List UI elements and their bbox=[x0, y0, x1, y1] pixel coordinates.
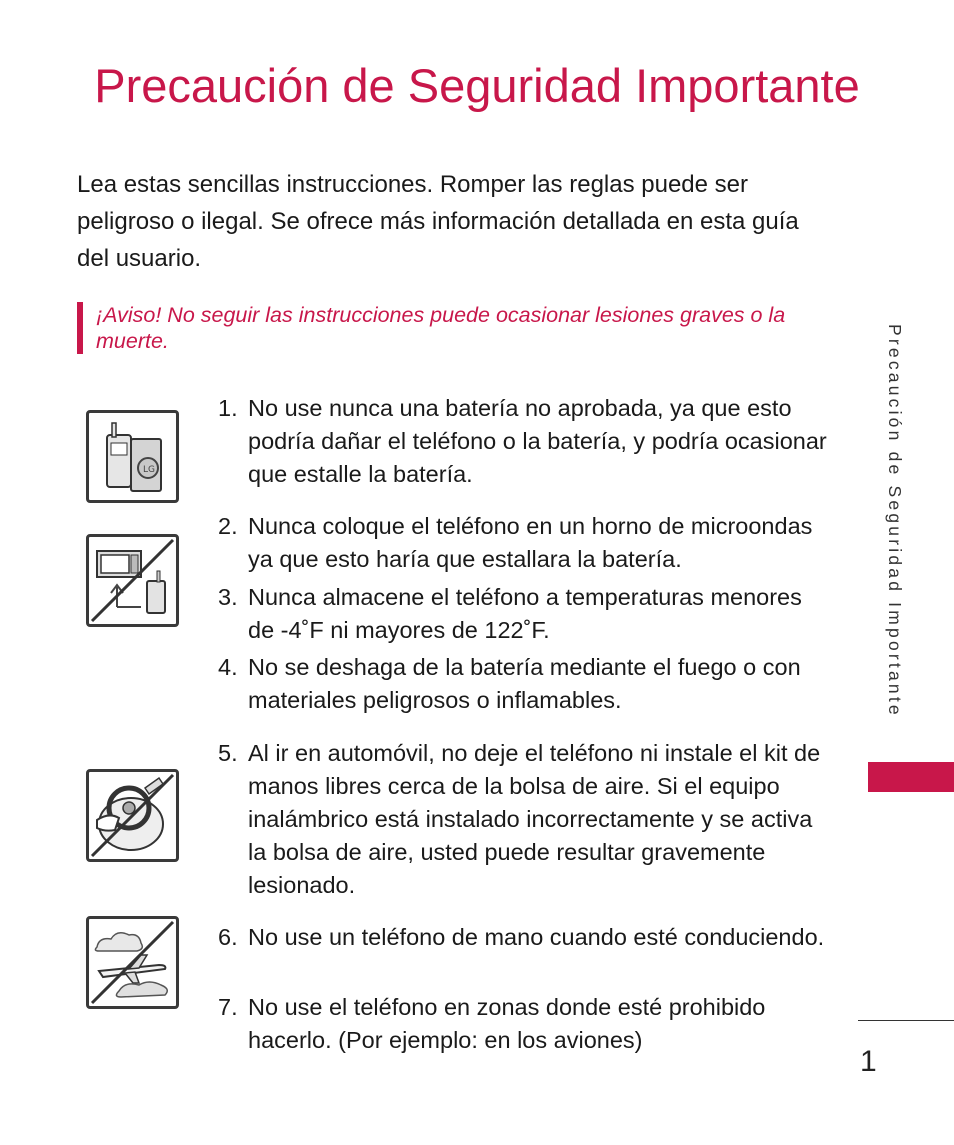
item-number: 6. bbox=[218, 924, 238, 950]
intro-paragraph: Lea estas sencillas instrucciones. Romper las reglas puede ser peligroso o ilegal. Se ofrece más información detallada en esta guía del usuario. bbox=[77, 171, 799, 272]
item-number: 2. bbox=[218, 513, 238, 539]
battery-phone-icon bbox=[86, 410, 179, 503]
list-item bbox=[218, 921, 828, 954]
item-number: 5. bbox=[218, 740, 238, 766]
item-text: Nunca coloque el teléfono en un horno de microondas ya que esto haría que estallara la batería. bbox=[248, 513, 813, 572]
item-text: No use nunca una batería no aprobada, ya que esto podría dañar el teléfono o la batería, y podría ocasionar que estalle la batería. bbox=[248, 395, 827, 487]
side-section-label: Precaución de Seguridad Importante bbox=[885, 324, 905, 718]
item-text: Al ir en automóvil, no deje el teléfono ni instale el kit de manos libres cerca de la bolsa de aire. Si el equipo inalámbrico está instalado incorrectamente y se activa la bolsa de aire, usted puede resultar gravemente lesionado. bbox=[248, 740, 821, 898]
warning-note: ¡Aviso! No seguir las instrucciones puede ocasionar lesiones graves o la muerte. bbox=[77, 302, 816, 354]
svg-text:LG: LG bbox=[143, 465, 155, 475]
page-title: Precaución de Seguridad Importante bbox=[94, 59, 860, 112]
list-item bbox=[218, 581, 828, 647]
footer-rule bbox=[858, 1020, 954, 1021]
airplane-prohibited-icon bbox=[86, 916, 179, 1009]
item-number: 7. bbox=[218, 994, 238, 1020]
item-number: 3. bbox=[218, 584, 238, 610]
item-text: Nunca almacene el teléfono a temperaturas menores de -4˚F ni mayores de 122˚F. bbox=[248, 584, 802, 643]
section-tab-marker bbox=[868, 762, 954, 792]
item-text: No use un teléfono de mano cuando esté conduciendo. bbox=[248, 924, 825, 950]
page-number: 1 bbox=[860, 1045, 877, 1078]
item-number: 1. bbox=[218, 395, 238, 421]
airbag-prohibited-icon bbox=[86, 769, 179, 862]
item-number: 4. bbox=[218, 654, 238, 680]
list-item bbox=[218, 991, 828, 1057]
item-text: No use el teléfono en zonas donde esté prohibido hacerlo. (Por ejemplo: en los aviones) bbox=[248, 994, 766, 1053]
microwave-prohibited-icon bbox=[86, 534, 179, 627]
list-item bbox=[218, 392, 828, 491]
list-item bbox=[218, 737, 828, 902]
item-text: No se deshaga de la batería mediante el fuego o con materiales peligrosos o inflamables. bbox=[248, 654, 801, 713]
list-item bbox=[218, 651, 828, 717]
list-item bbox=[218, 510, 828, 576]
